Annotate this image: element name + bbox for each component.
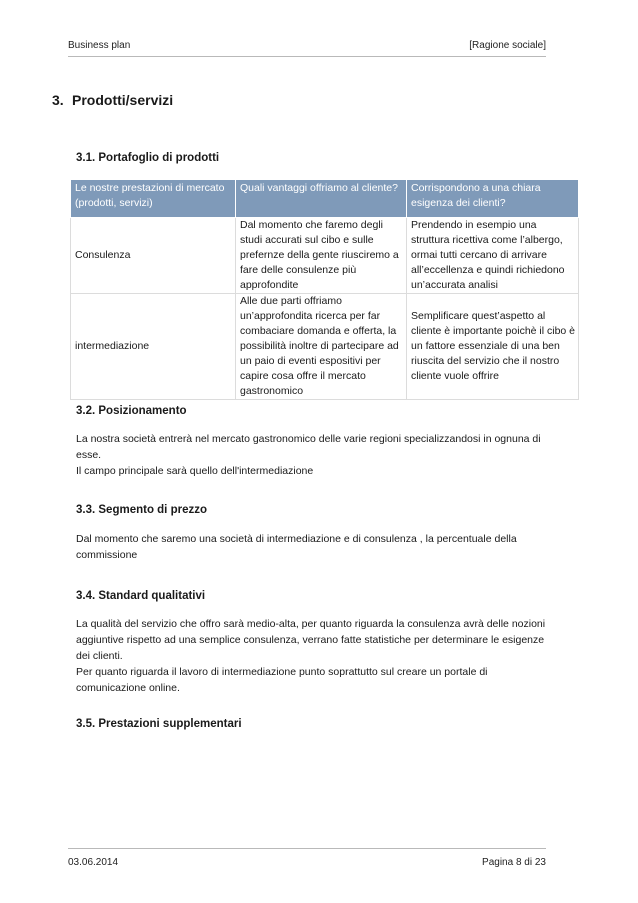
- header-document-title: Business plan: [68, 40, 131, 51]
- header-divider: [68, 56, 546, 57]
- portfolio-table: [70, 179, 579, 400]
- paragraph-line: Il campo principale sarà quello dell'intermediazione: [76, 465, 314, 477]
- subsection-title-portafoglio: 3.1. Portafoglio di prodotti: [76, 152, 220, 164]
- table-header-cell: Le nostre prestazioni di mercato (prodotti, servizi): [71, 180, 236, 218]
- section-number: 3.: [52, 92, 64, 108]
- paragraph-line: La nostra società entrerà nel mercato gastronomico delle varie regioni specializzandosi in ognuna di esse.: [76, 433, 541, 461]
- header-company-name: [Ragione sociale]: [469, 40, 546, 51]
- table-cell-service: Consulenza: [71, 218, 236, 294]
- table-header-row: [71, 180, 579, 218]
- subsection-title-supplementari: 3.5. Prestazioni supplementari: [76, 718, 242, 730]
- table-cell-need: Prendendo in esempio una struttura ricettiva come l’albergo, ormai tutti cercano di arrivare all’eccellenza e quindi richiedono un’accurata analisi: [407, 218, 579, 294]
- subsection-title-prezzo: 3.3. Segmento di prezzo: [76, 504, 207, 516]
- section-heading: [52, 92, 173, 108]
- section-title: Prodotti/servizi: [72, 92, 174, 108]
- paragraph-line: La qualità del servizio che offro sarà medio-alta, per quanto riguarda la consulenza avrà delle nozioni aggiuntive rispetto ad una semplice consulenza, verrano fatte statistiche per determinare le esigenze dei clienti.: [76, 618, 546, 662]
- paragraph-line: Dal momento che saremo una società di intermediazione e di consulenza , la percentuale della commissione: [76, 533, 517, 561]
- subsection-title-standard: 3.4. Standard qualitativi: [76, 590, 206, 602]
- table-header-cell: Corrispondono a una chiara esigenza dei clienti?: [407, 180, 579, 218]
- table-row: [71, 294, 579, 400]
- footer-divider: [68, 848, 546, 849]
- footer-page-number: Pagina 8 di 23: [482, 857, 546, 868]
- subsection-title-posizionamento: 3.2. Posizionamento: [76, 405, 187, 417]
- paragraph-prezzo: [76, 531, 556, 563]
- page-footer: [68, 857, 546, 868]
- table-row: [71, 218, 579, 294]
- page-header: [68, 40, 546, 51]
- table-cell-service: intermediazione: [71, 294, 236, 400]
- table-cell-advantage: Alle due parti offriamo un’approfondita ricerca per far combaciare domanda e offerta, la possibilità inoltre di partecipare ad un paio di eventi espositivi per capire cosa offre il mercato gastronomico: [236, 294, 407, 400]
- table-header-cell: Quali vantaggi offriamo al cliente?: [236, 180, 407, 218]
- paragraph-posizionamento: [76, 431, 556, 479]
- paragraph-standard: [76, 616, 556, 696]
- table-cell-need: Semplificare quest’aspetto al cliente è importante poichè il cibo è un fattore essenziale di una ben riuscita del servizio che il nostro cliente vuole offrire: [407, 294, 579, 400]
- paragraph-line: Per quanto riguarda il lavoro di intermediazione punto soprattutto sul creare un portale di comunicazione online.: [76, 666, 488, 694]
- table-cell-advantage: Dal momento che faremo degli studi accurati sul cibo e sulle prefernze della gente riusciremo a fare delle consulenze più approfondite: [236, 218, 407, 294]
- footer-date: 03.06.2014: [68, 857, 119, 868]
